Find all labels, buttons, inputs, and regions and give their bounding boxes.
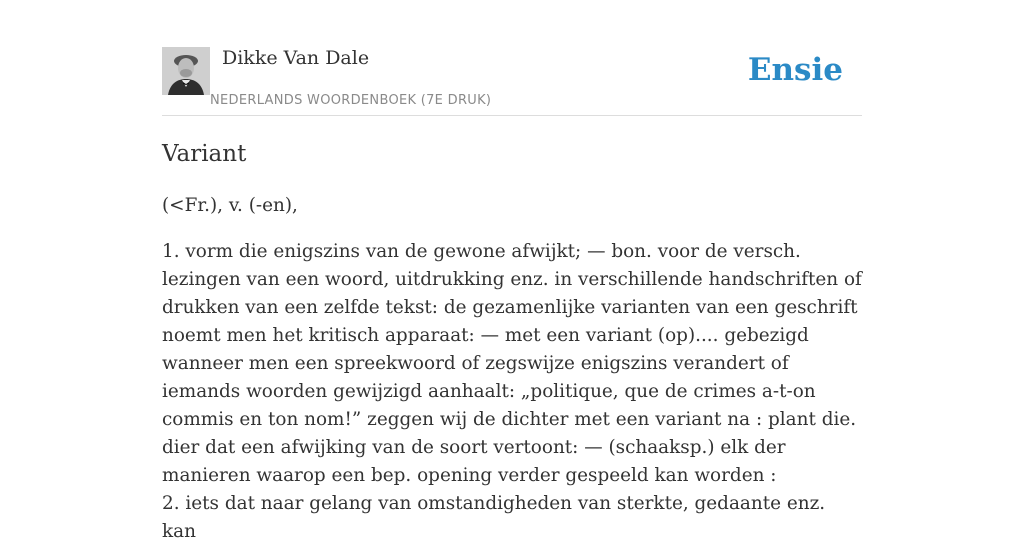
ensie-logo[interactable]: Ensie xyxy=(747,52,843,88)
portrait-photo-icon xyxy=(162,47,210,95)
entry-term: Variant xyxy=(162,141,247,167)
source-subtitle: NEDERLANDS WOORDENBOEK (7E DRUK) xyxy=(210,93,492,108)
entry-grammar: (<Fr.), v. (-en), xyxy=(162,195,298,216)
source-name[interactable]: Dikke Van Dale xyxy=(222,47,370,69)
entry-sense-2: 2. iets dat naar gelang van omstandigheden van sterkte, gedaante enz. kan xyxy=(162,493,826,542)
avatar xyxy=(162,47,210,95)
entry-sense-1: 1. vorm die enigszins van de gewone afwijkt; — bon. voor de versch. lezingen van een woord, uitdrukking enz. in verschillende handschriften of drukken van een zelfde tekst: de gezamenlijke varianten van een geschrift noemt men het kritisch apparaat: — met een variant (op).... gebezigd wanneer men een spreekwoord of zegswijze enigszins verandert of iemands woorden gewijzigd aanhaalt: „politique, que de crimes a-t-on commis en ton nom!” zeggen wij de dichter met een variant na : plant die. dier dat een afwijking van de soort vertoont: — (schaaksp.) elk der manieren waarop een bep. opening verder gespeeld kan worden : xyxy=(162,241,862,486)
entry-body xyxy=(162,192,862,546)
header-divider xyxy=(162,115,862,116)
